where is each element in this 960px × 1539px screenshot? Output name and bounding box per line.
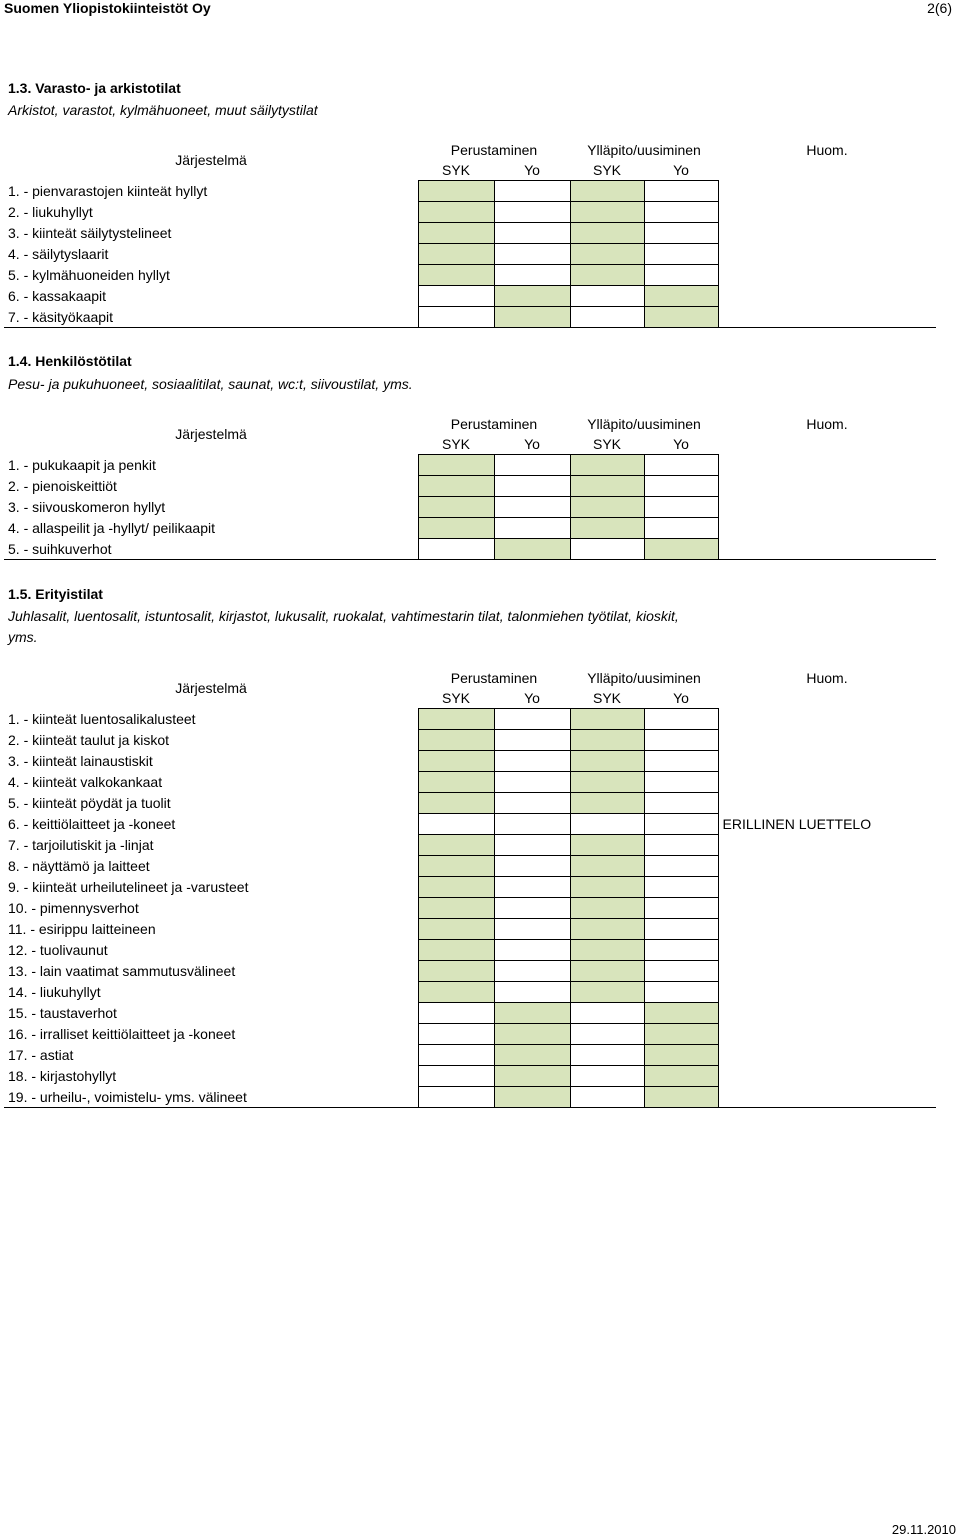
- empty-cell: [570, 307, 644, 328]
- note-cell: [718, 730, 936, 751]
- system-table: [4, 668, 936, 1108]
- marked-cell: [570, 497, 644, 518]
- marked-cell: [418, 455, 494, 476]
- note-cell: [718, 835, 936, 856]
- empty-cell: [644, 856, 718, 877]
- table-row: [4, 751, 936, 772]
- empty-cell: [644, 497, 718, 518]
- marked-cell: [570, 455, 644, 476]
- system-name: 7. - käsityökaapit: [4, 307, 418, 328]
- marked-cell: [418, 709, 494, 730]
- marked-cell: [418, 497, 494, 518]
- empty-cell: [570, 539, 644, 560]
- section-subtitle: Pesu- ja pukuhuoneet, sosiaalitilat, saunat, wc:t, siivoustilat, yms.: [8, 376, 413, 392]
- table-row: [4, 982, 936, 1003]
- note-cell: [718, 1024, 936, 1045]
- empty-cell: [494, 751, 570, 772]
- section-title: 1.3. Varasto- ja arkistotilat: [8, 80, 181, 96]
- table-row: [4, 455, 936, 476]
- marked-cell: [418, 751, 494, 772]
- marked-cell: [570, 940, 644, 961]
- empty-cell: [570, 1003, 644, 1024]
- table-row: [4, 856, 936, 877]
- system-name: 13. - lain vaatimat sammutusvälineet: [8, 963, 236, 979]
- empty-cell: [494, 940, 570, 961]
- empty-cell: [494, 961, 570, 982]
- system-name: 18. - kirjastohyllyt: [8, 1068, 117, 1084]
- empty-cell: [494, 202, 570, 223]
- system-name: 14. - liukuhyllyt: [8, 984, 101, 1000]
- note-cell: [718, 1045, 936, 1066]
- footer-date: 29.11.2010: [891, 1522, 956, 1537]
- marked-cell: [644, 1003, 718, 1024]
- empty-cell: [644, 814, 718, 835]
- system-name: 6. - keittiölaitteet ja -koneet: [8, 816, 176, 832]
- empty-cell: [418, 307, 494, 328]
- empty-cell: [494, 497, 570, 518]
- note-cell: [718, 497, 936, 518]
- table-row: [4, 1003, 936, 1024]
- system-name: 19. - urheilu-, voimistelu- yms. välineet: [4, 1087, 418, 1108]
- header-spacer: [718, 688, 936, 709]
- empty-cell: [494, 898, 570, 919]
- column-header-system: Järjestelmä: [175, 426, 247, 443]
- system-name: 16. - irralliset keittiölaitteet ja -koneet: [8, 1026, 236, 1042]
- note-cell: [718, 307, 936, 328]
- table-row: [4, 497, 936, 518]
- system-name: 5. - kiinteät pöydät ja tuolit: [8, 795, 171, 811]
- empty-cell: [570, 286, 644, 307]
- note-cell: [718, 223, 936, 244]
- table-row: [4, 835, 936, 856]
- table-row: [4, 793, 936, 814]
- marked-cell: [570, 709, 644, 730]
- marked-cell: [418, 793, 494, 814]
- table-row: [4, 539, 936, 560]
- system-name: 11. - esirippu laitteineen: [8, 921, 156, 937]
- marked-cell: [494, 539, 570, 560]
- note-cell: [718, 1003, 936, 1024]
- note-cell: [718, 286, 936, 307]
- marked-cell: [494, 1087, 570, 1108]
- empty-cell: [418, 539, 494, 560]
- column-header-yo-founding: Yo: [524, 690, 540, 706]
- system-name: 1. - pukukaapit ja penkit: [8, 457, 156, 473]
- marked-cell: [644, 307, 718, 328]
- column-header-syk-maintenance: SYK: [592, 690, 621, 706]
- system-name: 6. - kassakaapit: [8, 288, 107, 304]
- empty-cell: [418, 286, 494, 307]
- empty-cell: [494, 244, 570, 265]
- marked-cell: [570, 793, 644, 814]
- column-header-note: Huom.: [806, 670, 848, 686]
- column-header-founding: Perustaminen: [450, 142, 538, 158]
- marked-cell: [570, 518, 644, 539]
- column-header-founding: Perustaminen: [450, 670, 538, 686]
- marked-cell: [570, 476, 644, 497]
- table-row: [4, 476, 936, 497]
- note-cell: [718, 455, 936, 476]
- note-cell: [718, 1066, 936, 1087]
- header-spacer: [718, 160, 936, 181]
- table-row: [4, 223, 936, 244]
- empty-cell: [644, 751, 718, 772]
- system-name: 7. - tarjoilutiskit ja -linjat: [8, 837, 154, 853]
- marked-cell: [418, 961, 494, 982]
- empty-cell: [494, 835, 570, 856]
- marked-cell: [570, 961, 644, 982]
- marked-cell: [644, 1045, 718, 1066]
- table-row: [4, 919, 936, 940]
- empty-cell: [644, 961, 718, 982]
- table-row: [4, 709, 936, 730]
- system-name: 5. - kylmähuoneiden hyllyt: [8, 267, 170, 283]
- note-cell: [718, 898, 936, 919]
- note-cell: [718, 181, 936, 202]
- column-header-system: Järjestelmä: [175, 680, 247, 697]
- empty-cell: [644, 476, 718, 497]
- system-name: 12. - tuolivaunut: [8, 942, 108, 958]
- column-header-maintenance: Ylläpito/uusiminen: [587, 416, 701, 432]
- column-header-note: Huom.: [806, 142, 848, 158]
- marked-cell: [418, 898, 494, 919]
- marked-cell: [570, 835, 644, 856]
- system-name: 3. - kiinteät säilytystelineet: [8, 225, 172, 241]
- table-row: [4, 940, 936, 961]
- empty-cell: [494, 814, 570, 835]
- marked-cell: [570, 202, 644, 223]
- marked-cell: [570, 772, 644, 793]
- section-subtitle: Arkistot, varastot, kylmähuoneet, muut säilytystilat: [8, 102, 318, 118]
- column-header-syk-maintenance: SYK: [592, 436, 621, 452]
- empty-cell: [644, 709, 718, 730]
- system-name: 2. - liukuhyllyt: [8, 204, 93, 220]
- empty-cell: [494, 476, 570, 497]
- column-header-system: Järjestelmä: [175, 152, 247, 169]
- section-subtitle: Juhlasalit, luentosalit, istuntosalit, kirjastot, lukusalit, ruokalat, vahtimestarin tilat, talonmiehen työtilat, kioskit, yms.: [8, 608, 679, 645]
- empty-cell: [644, 223, 718, 244]
- marked-cell: [570, 919, 644, 940]
- system-name: 4. - kiinteät valkokankaat: [8, 774, 163, 790]
- column-header-founding: Perustaminen: [450, 416, 538, 432]
- empty-cell: [418, 1024, 494, 1045]
- table-row: [4, 244, 936, 265]
- column-header-yo-maintenance: Yo: [673, 162, 689, 178]
- marked-cell: [418, 202, 494, 223]
- table-row: [4, 961, 936, 982]
- column-header-syk-founding: SYK: [441, 690, 470, 706]
- table-row: [4, 1087, 936, 1108]
- empty-cell: [494, 709, 570, 730]
- table-row: [4, 1045, 936, 1066]
- empty-cell: [494, 772, 570, 793]
- table-row: [4, 307, 936, 328]
- note-cell: [718, 518, 936, 539]
- system-name: 1. - pienvarastojen kiinteät hyllyt: [8, 183, 208, 199]
- table-row: [4, 730, 936, 751]
- empty-cell: [418, 1045, 494, 1066]
- column-header-syk-maintenance: SYK: [592, 162, 621, 178]
- table-row: [4, 772, 936, 793]
- system-name: 4. - säilytyslaarit: [8, 246, 109, 262]
- marked-cell: [570, 751, 644, 772]
- note-cell: [718, 793, 936, 814]
- table-row: [4, 202, 936, 223]
- table-row: [4, 265, 936, 286]
- marked-cell: [494, 1024, 570, 1045]
- marked-cell: [494, 286, 570, 307]
- marked-cell: [418, 518, 494, 539]
- column-header-yo-maintenance: Yo: [673, 690, 689, 706]
- table-row: [4, 181, 936, 202]
- empty-cell: [418, 1003, 494, 1024]
- marked-cell: [418, 223, 494, 244]
- empty-cell: [644, 940, 718, 961]
- table-row: [4, 814, 936, 835]
- column-header-syk-founding: SYK: [441, 162, 470, 178]
- table-row: [4, 1066, 936, 1087]
- note-cell: [718, 202, 936, 223]
- marked-cell: [418, 835, 494, 856]
- empty-cell: [570, 814, 644, 835]
- marked-cell: [418, 181, 494, 202]
- marked-cell: [570, 730, 644, 751]
- note-cell: [718, 919, 936, 940]
- marked-cell: [418, 856, 494, 877]
- column-header-note: Huom.: [806, 416, 848, 432]
- empty-cell: [494, 181, 570, 202]
- system-table: [4, 414, 936, 560]
- marked-cell: [644, 286, 718, 307]
- marked-cell: [570, 244, 644, 265]
- note-cell: [718, 751, 936, 772]
- column-header-syk-founding: SYK: [441, 436, 470, 452]
- system-name: 4. - allaspeilit ja -hyllyt/ peilikaapit: [8, 520, 215, 536]
- marked-cell: [418, 730, 494, 751]
- company-name: Suomen Yliopistokiinteistöt Oy: [4, 0, 211, 16]
- table-row: [4, 1024, 936, 1045]
- note-cell: [718, 244, 936, 265]
- marked-cell: [570, 181, 644, 202]
- empty-cell: [494, 265, 570, 286]
- marked-cell: [644, 1087, 718, 1108]
- marked-cell: [570, 898, 644, 919]
- system-table: [4, 140, 936, 328]
- marked-cell: [570, 877, 644, 898]
- empty-cell: [644, 877, 718, 898]
- empty-cell: [570, 1087, 644, 1108]
- empty-cell: [494, 793, 570, 814]
- marked-cell: [494, 1066, 570, 1087]
- note-cell: ERILLINEN LUETTELO: [722, 816, 872, 832]
- marked-cell: [494, 1045, 570, 1066]
- empty-cell: [644, 898, 718, 919]
- empty-cell: [494, 982, 570, 1003]
- empty-cell: [494, 919, 570, 940]
- empty-cell: [644, 772, 718, 793]
- empty-cell: [644, 835, 718, 856]
- note-cell: [718, 772, 936, 793]
- note-cell: [718, 709, 936, 730]
- note-cell: [718, 982, 936, 1003]
- marked-cell: [644, 539, 718, 560]
- column-header-maintenance: Ylläpito/uusiminen: [587, 142, 701, 158]
- table-row: [4, 877, 936, 898]
- marked-cell: [570, 265, 644, 286]
- note-cell: [718, 265, 936, 286]
- system-name: 3. - kiinteät lainaustiskit: [8, 753, 153, 769]
- table-row: [4, 286, 936, 307]
- marked-cell: [418, 919, 494, 940]
- marked-cell: [644, 1024, 718, 1045]
- table-row: [4, 518, 936, 539]
- empty-cell: [644, 919, 718, 940]
- empty-cell: [418, 1066, 494, 1087]
- note-cell: [718, 856, 936, 877]
- marked-cell: [418, 265, 494, 286]
- marked-cell: [418, 244, 494, 265]
- marked-cell: [494, 1003, 570, 1024]
- note-cell: [718, 1087, 936, 1108]
- header-spacer: [718, 434, 936, 455]
- empty-cell: [570, 1045, 644, 1066]
- table-row: [4, 898, 936, 919]
- system-name: 17. - astiat: [8, 1047, 74, 1063]
- empty-cell: [644, 982, 718, 1003]
- empty-cell: [570, 1024, 644, 1045]
- empty-cell: [644, 730, 718, 751]
- marked-cell: [570, 856, 644, 877]
- empty-cell: [494, 223, 570, 244]
- column-header-yo-maintenance: Yo: [673, 436, 689, 452]
- page-number: 2(6): [927, 0, 952, 16]
- note-cell: [718, 877, 936, 898]
- empty-cell: [644, 793, 718, 814]
- system-name: 8. - näyttämö ja laitteet: [8, 858, 150, 874]
- note-cell: [718, 940, 936, 961]
- empty-cell: [644, 244, 718, 265]
- empty-cell: [494, 877, 570, 898]
- system-name: 2. - pienoiskeittiöt: [8, 478, 117, 494]
- empty-cell: [644, 181, 718, 202]
- empty-cell: [494, 518, 570, 539]
- column-header-yo-founding: Yo: [524, 436, 540, 452]
- marked-cell: [418, 772, 494, 793]
- system-name: 10. - pimennysverhot: [8, 900, 139, 916]
- marked-cell: [418, 940, 494, 961]
- marked-cell: [570, 982, 644, 1003]
- empty-cell: [570, 1066, 644, 1087]
- note-cell: [718, 961, 936, 982]
- system-name: 3. - siivouskomeron hyllyt: [8, 499, 166, 515]
- empty-cell: [418, 814, 494, 835]
- marked-cell: [418, 982, 494, 1003]
- system-name: 9. - kiinteät urheilutelineet ja -varusteet: [8, 879, 249, 895]
- empty-cell: [644, 518, 718, 539]
- marked-cell: [418, 877, 494, 898]
- system-name: 5. - suihkuverhot: [4, 539, 418, 560]
- empty-cell: [494, 730, 570, 751]
- section-title: 1.4. Henkilöstötilat: [8, 353, 132, 369]
- empty-cell: [418, 1087, 494, 1108]
- note-cell: [718, 539, 936, 560]
- empty-cell: [494, 856, 570, 877]
- section-title: 1.5. Erityistilat: [8, 586, 103, 602]
- system-name: 2. - kiinteät taulut ja kiskot: [8, 732, 170, 748]
- column-header-maintenance: Ylläpito/uusiminen: [587, 670, 701, 686]
- column-header-yo-founding: Yo: [524, 162, 540, 178]
- empty-cell: [644, 202, 718, 223]
- system-name: 15. - taustaverhot: [8, 1005, 117, 1021]
- system-name: 1. - kiinteät luentosalikalusteet: [8, 711, 196, 727]
- marked-cell: [644, 1066, 718, 1087]
- empty-cell: [644, 265, 718, 286]
- note-cell: [718, 476, 936, 497]
- marked-cell: [418, 476, 494, 497]
- marked-cell: [570, 223, 644, 244]
- empty-cell: [494, 455, 570, 476]
- marked-cell: [494, 307, 570, 328]
- empty-cell: [644, 455, 718, 476]
